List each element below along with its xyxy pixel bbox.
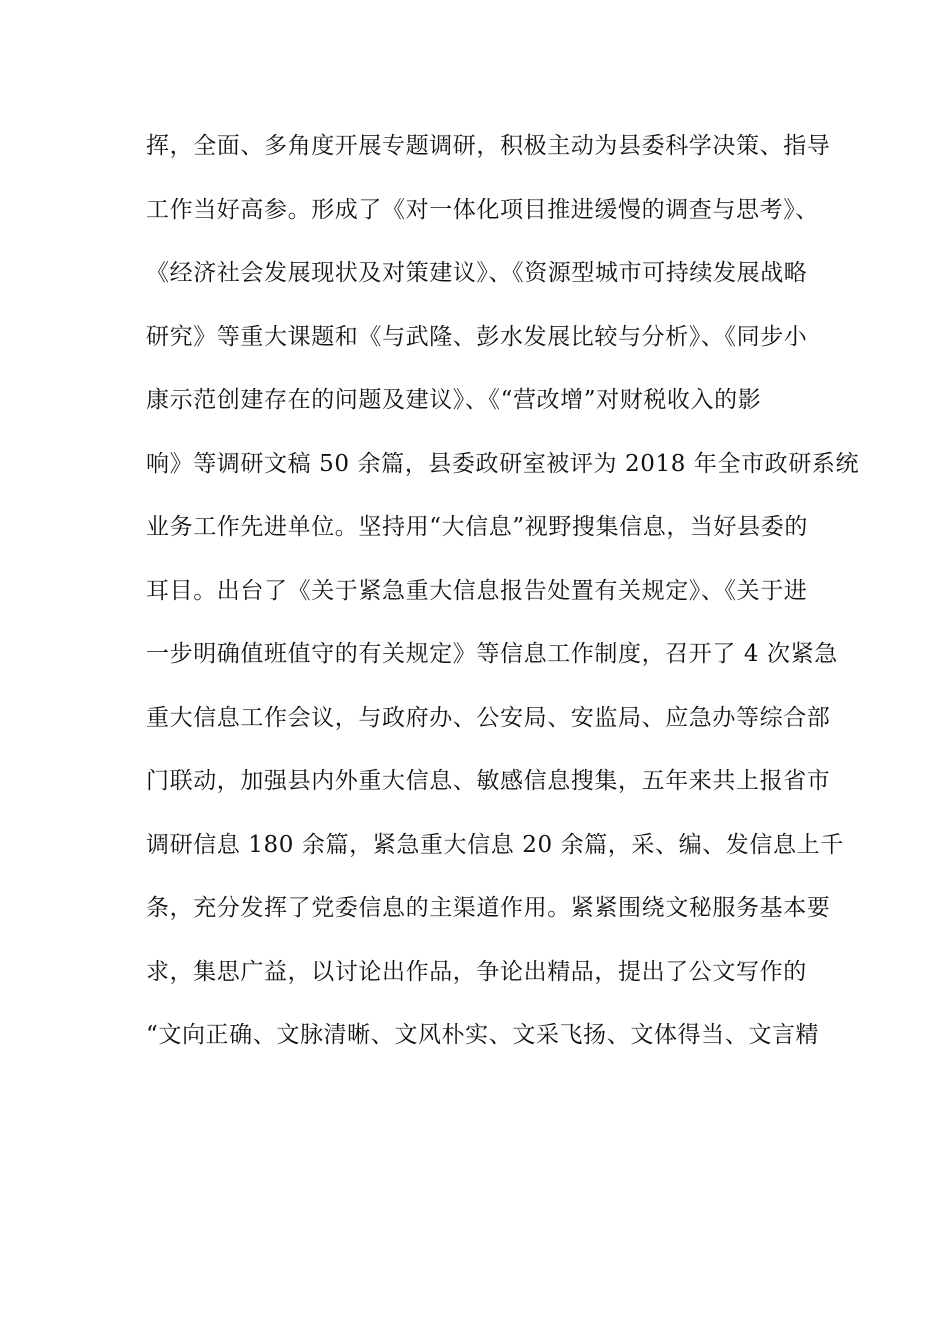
text-line: “文向正确、文脉清晰、文风朴实、文采飞扬、文体得当、文言精: [146, 1022, 820, 1048]
text-line: 耳目。出台了《关于紧急重大信息报告处置有关规定》、《关于进: [146, 577, 808, 604]
text-line: 求，集思广益，以讨论出作品，争论出精品，提出了公文写作的: [146, 958, 807, 985]
text-line: 研究》等重大课题和《与武隆、彭水发展比较与分析》、《同步小: [146, 323, 808, 350]
text-line: 康示范创建存在的问题及建议》、《“营改增”对财税收入的影: [146, 387, 762, 413]
text-line: 工作当好高参。形成了《对一体化项目推进缓慢的调查与思考》、: [146, 196, 819, 223]
text-line: 重大信息工作会议，与政府办、公安局、安监局、应急办等综合部: [146, 704, 831, 731]
text-line: 门联动，加强县内外重大信息、敏感信息搜集，五年来共上报省市: [146, 768, 831, 794]
text-line: 响》等调研文稿 50 余篇，县委政研室被评为 2018 年全市政研系统: [146, 450, 860, 477]
text-line: 调研信息 180 余篇，紧急重大信息 20 余篇，采、编、发信息上千: [146, 831, 844, 858]
text-line: 挥，全面、多角度开展专题调研，积极主动为县委科学决策、指导: [146, 133, 831, 159]
text-line: 《经济社会发展现状及对策建议》、《资源型城市可持续发展战略: [146, 260, 808, 286]
text-line: 一步明确值班值守的有关规定》等信息工作制度，召开了 4 次紧急: [146, 641, 838, 667]
body-text: [146, 126, 860, 1079]
text-line: 业务工作先进单位。坚持用“大信息”视野搜集信息，当好县委的: [146, 514, 808, 540]
text-line: 条，充分发挥了党委信息的主渠道作用。紧紧围绕文秘服务基本要: [146, 895, 831, 921]
